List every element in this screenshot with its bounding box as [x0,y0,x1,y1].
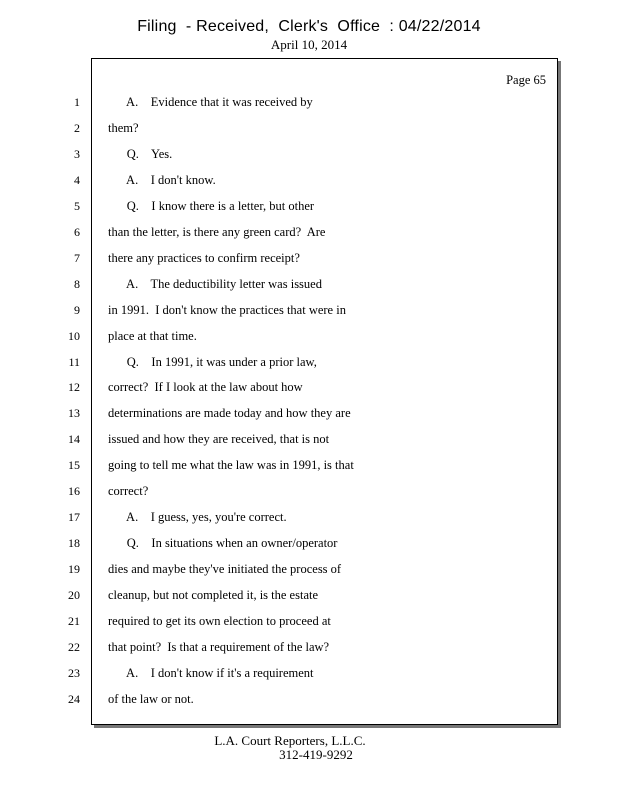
transcript-line: them? [108,120,139,135]
line-number: 14 [68,432,80,447]
line-number: 4 [74,172,80,187]
line-number: 1 [74,95,80,109]
line-number: 11 [68,354,80,369]
transcript-line: correct? If I look at the law about how [108,380,303,395]
line-number: 15 [68,458,80,473]
transcript-line: going to tell me what the law was in 1991, is that [108,458,354,473]
transcript-line: cleanup, but not completed it, is the estate [108,588,319,603]
line-number: 9 [74,302,80,317]
transcript-line: Q. In 1991, it was under a prior law, [108,354,317,369]
transcript-line: Q. Yes. [108,146,173,161]
line-number: 6 [74,224,80,239]
footer-phone: 312-419-9292 [279,747,353,762]
transcript-line: A. Evidence that it was received by [108,95,313,109]
transcript-line: A. The deductibility letter was issued [108,276,322,291]
line-number: 5 [74,198,80,213]
line-number: 21 [68,614,80,628]
transcript-line: than the letter, is there any green card? Are [108,224,326,239]
transcript-line: A. I don't know. [108,172,216,187]
transcript-line: issued and how they are received, that is not [108,432,330,447]
line-number: 22 [68,639,80,654]
line-number: 8 [74,276,80,291]
transcript-line: dies and maybe they've initiated the process of [108,562,342,577]
line-number: 20 [68,588,80,603]
transcript-line: determinations are made today and how they are [108,406,351,421]
line-number: 7 [74,250,80,265]
transcript-line: of the law or not. [108,691,194,706]
line-number: 16 [68,484,80,499]
transcript-line: Q. I know there is a letter, but other [108,198,315,213]
line-number: 18 [68,536,80,551]
line-number: 23 [68,665,80,680]
transcript-line: that point? Is that a requirement of the law? [108,639,330,654]
page-number: Page 65 [506,73,546,87]
transcript-line: there any practices to confirm receipt? [108,250,300,265]
transcript-line: correct? [108,484,149,499]
transcript-line: place at that time. [108,328,197,343]
deposition-date: April 10, 2014 [270,37,348,52]
transcript-line: required to get its own election to proceed at [108,614,331,628]
transcript-line: Q. In situations when an owner/operator [108,536,338,551]
line-number: 24 [68,691,80,706]
line-number: 10 [68,328,80,343]
line-number: 3 [74,146,80,161]
filing-stamp: Filing - Received, Clerk's Office : 04/22/2014 [137,18,481,35]
line-number: 17 [68,510,80,525]
transcript-line: A. I guess, yes, you're correct. [108,510,287,525]
transcript-line: A. I don't know if it's a requirement [108,665,314,680]
line-number: 13 [68,406,80,421]
transcript-line: in 1991. I don't know the practices that were in [108,302,346,317]
line-number: 12 [68,380,80,395]
line-number: 2 [74,120,80,135]
line-number: 19 [68,562,80,577]
footer-company: L.A. Court Reporters, L.L.C. [214,733,366,748]
